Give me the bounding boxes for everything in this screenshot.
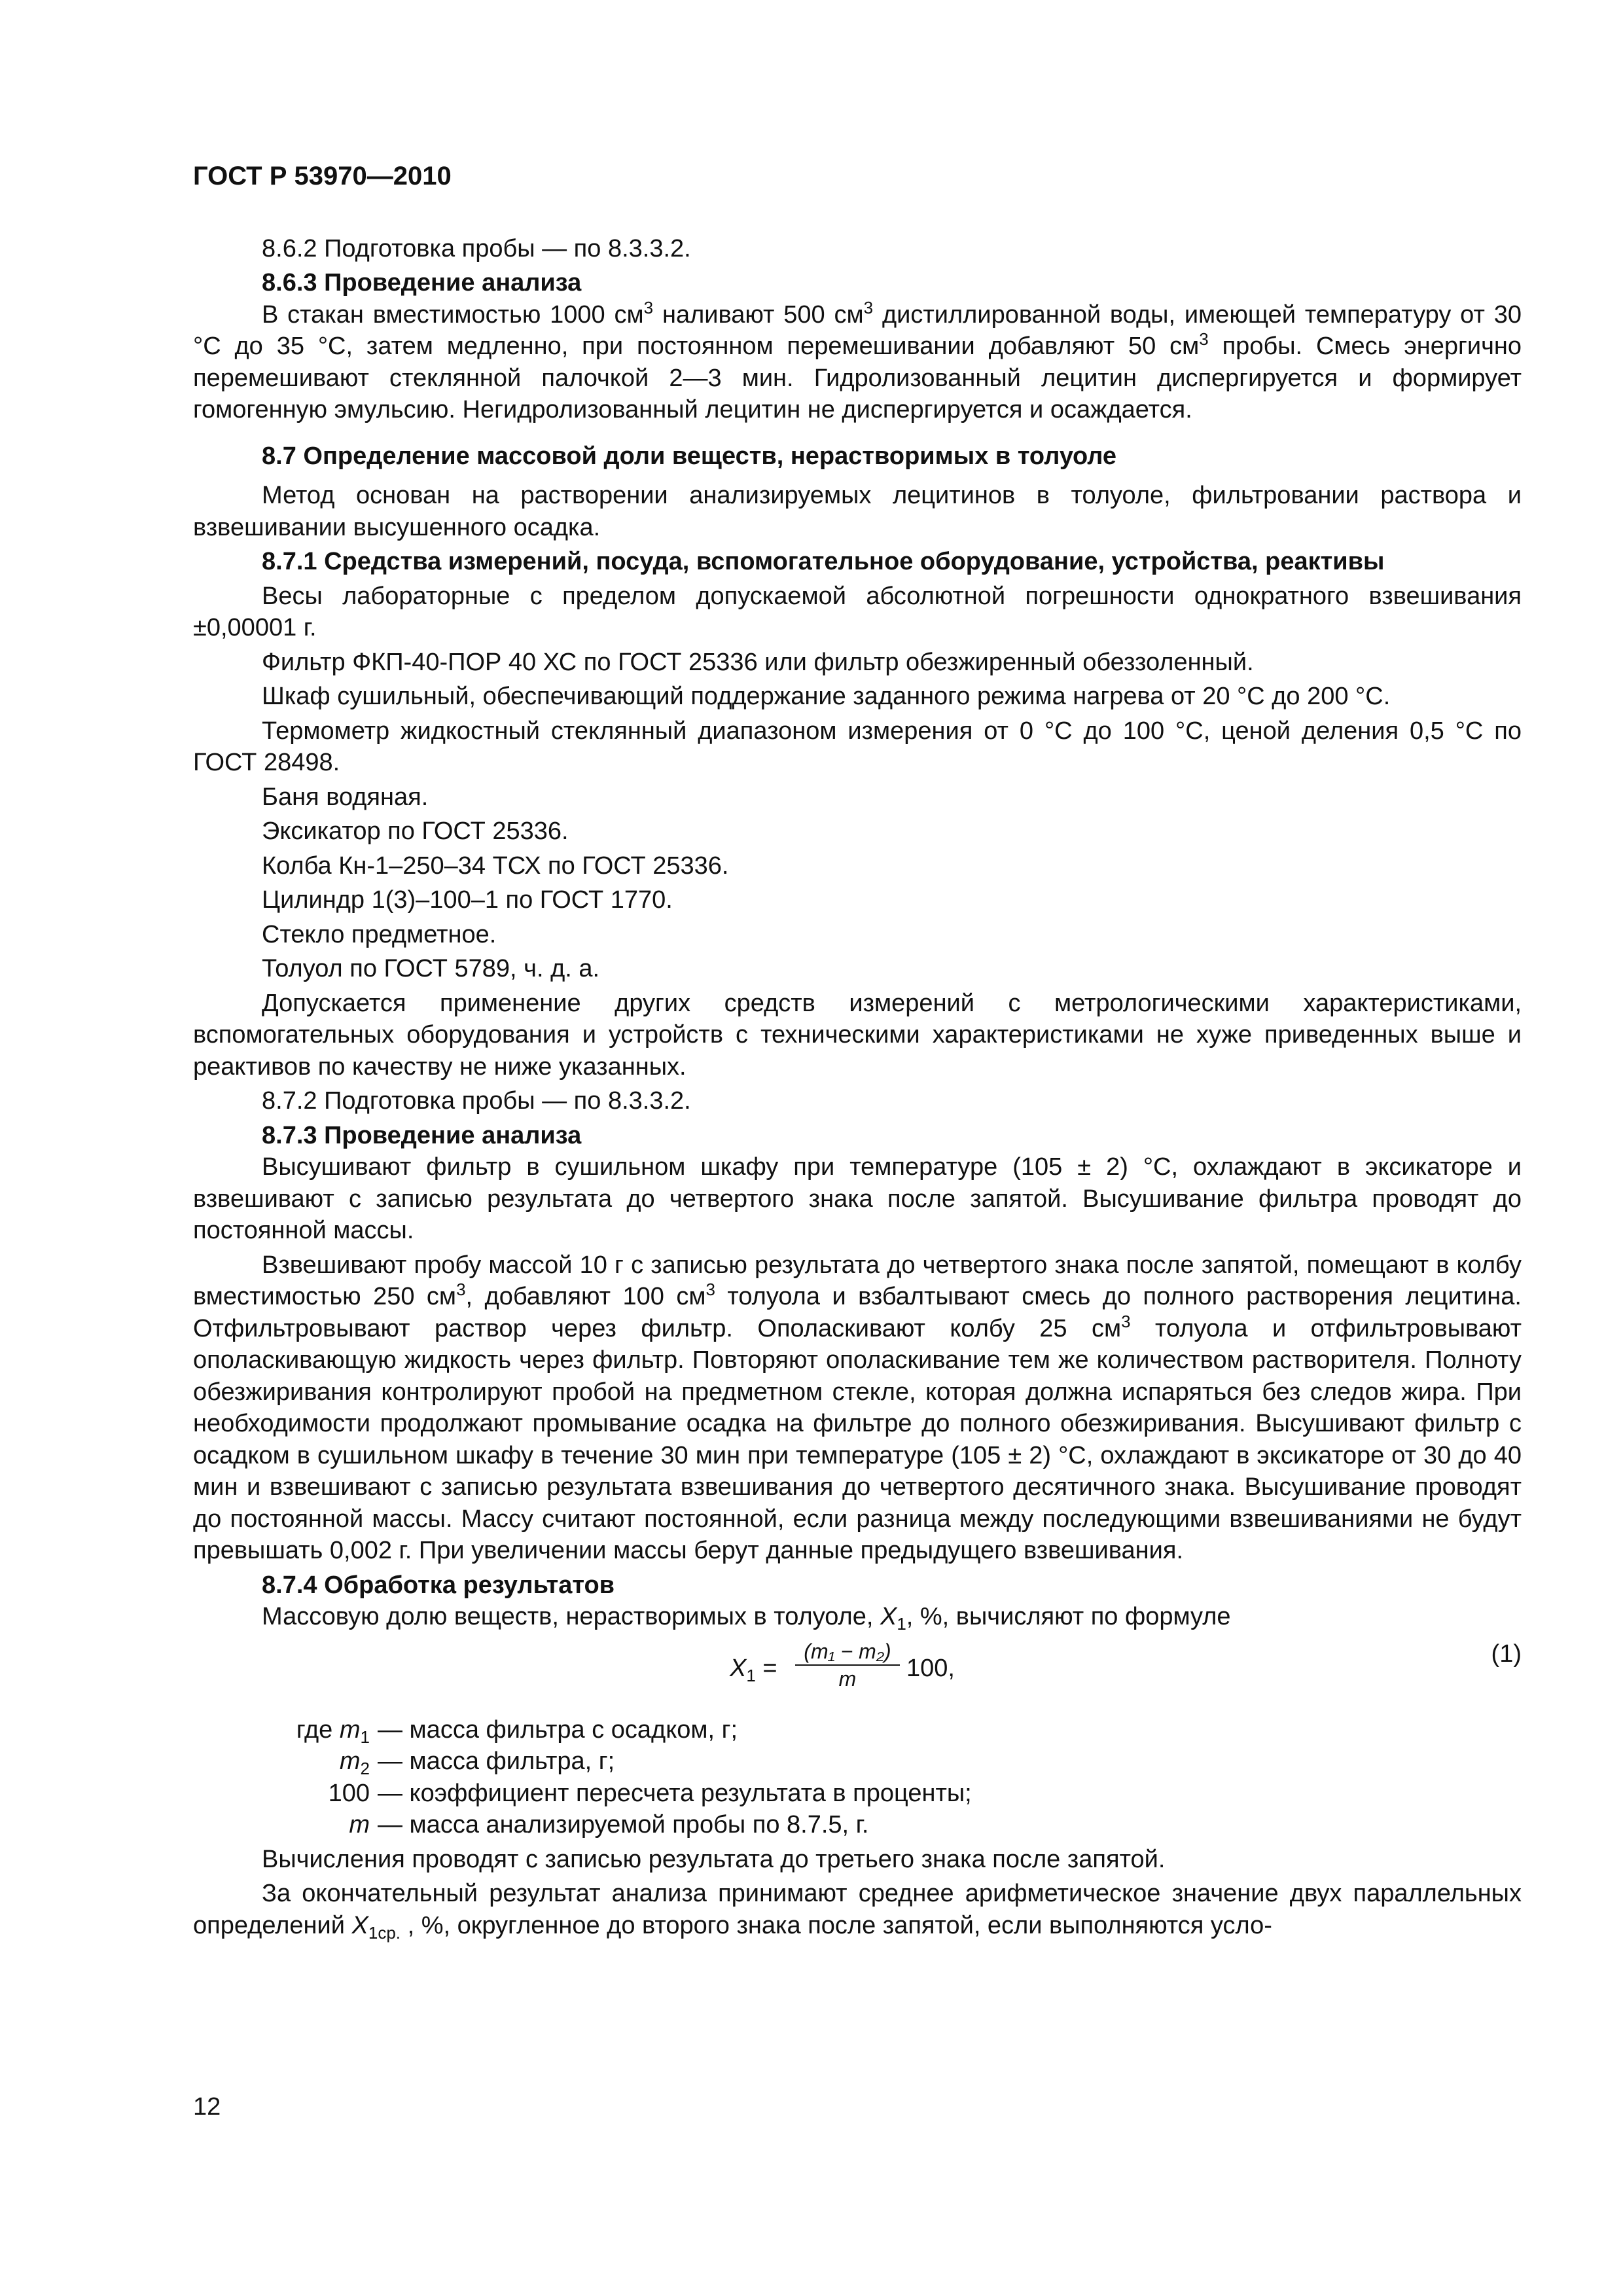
paragraph-8-7: Метод основан на растворении анализируемых лецитинов в толуоле, фильтровании раствора и взвешивании высушенного осадка. (193, 482, 1522, 541)
list-item-flask: Колба Кн-1–250–34 ТСХ по ГОСТ 25336. (262, 852, 729, 880)
heading-8-7: 8.7 Определение массовой доли веществ, нерастворимых в толуоле (262, 442, 1117, 470)
list-item-desiccator: Эксикатор по ГОСТ 25336. (262, 817, 569, 845)
formula-1 (193, 1638, 1522, 1710)
formula-multiplier: 100, (906, 1654, 955, 1682)
list-item-glass: Стекло предметное. (262, 920, 497, 948)
heading-8-7-3: 8.7.3 Проведение анализа (262, 1121, 582, 1149)
list-item-filter: Фильтр ФКП-40-ПОР 40 ХС по ГОСТ 25336 или фильтр обезжиренный обеззоленный. (262, 648, 1254, 676)
list-item-allowance: Допускается применение других средств измерений с метрологическими характеристиками, вспомогательных оборудования и устройств с техническими характеристиками не хуже приведенных выше и реактивов по качеству не ниже указанных. (193, 989, 1522, 1081)
paragraph-8-7-3-a: Высушивают фильтр в сушильном шкафу при температуре (105 ± 2) °С, охлаждают в эксикаторе и взвешивают с записью результата до четвертого знака после запятой. Высушивание фильтра проводят до постоянной массы. (193, 1153, 1522, 1244)
list-item-toluene: Толуол по ГОСТ 5789, ч. д. а. (262, 955, 600, 982)
paragraph-8-7-4: Массовую долю веществ, нерастворимых в толуоле, $X_1$, %, вычисляют по формуле (262, 1603, 1231, 1634)
heading-8-7-4: 8.7.4 Обработка результатов (262, 1571, 615, 1599)
heading-8-6-3: 8.6.3 Проведение анализа (262, 269, 582, 296)
formula-numerator: (m₁ − m₂) (795, 1638, 900, 1666)
where-item: где $m_1$ — масса фильтра с осадком, г; (296, 1715, 738, 1747)
formula-fraction (795, 1638, 900, 1692)
formula-denominator: m (838, 1666, 857, 1691)
formula-lhs: $X_1$ = (730, 1654, 777, 1685)
list-item-scales: Весы лабораторные с пределом допускаемой абсолютной погрешности однократного взвешивания ±0,00001 г. (193, 582, 1522, 641)
formula-number: (1) (1491, 1640, 1522, 1668)
page-number: 12 (193, 2093, 221, 2121)
paragraph-8-6-3: В стакан вместимостью 1000 $см^3$ наливают 500 $см^3$ дистиллированной воды, имеющей температуру от 30 °С до 35 °С, затем медленно, при постоянном перемешивании добавляют 50 $см^3$ пробы. Смесь энергично перемешивают стеклянной палочкой 2—3 мин. Гидролизованный лецитин диспергируется и формирует гомогенную эмульсию. Негидролизованный лецитин не диспергируется и осаждается. (193, 297, 1522, 423)
document-header: ГОСТ Р 53970—2010 (193, 162, 452, 190)
where-list (193, 1714, 1522, 1841)
list-item-bath: Баня водяная. (262, 783, 429, 811)
paragraph-8-7-2: 8.7.2 Подготовка пробы — по 8.3.3.2. (262, 1087, 691, 1115)
paragraph-calculation: Вычисления проводят с записью результата до третьего знака после запятой. (262, 1845, 1166, 1873)
heading-8-7-1: 8.7.1 Средства измерений, посуда, вспомогательное оборудование, устройства, реактивы (262, 548, 1385, 575)
where-item: 100 — коэффициент пересчета результата в проценты; (328, 1779, 972, 1807)
list-item-oven: Шкаф сушильный, обеспечивающий поддержание заданного режима нагрева от 20 °С до 200 °С. (262, 683, 1391, 710)
where-item: m — масса анализируемой пробы по 8.7.5, г. (349, 1811, 869, 1839)
paragraph-8-7-3-b: Взвешивают пробу массой 10 г с записью результата до четвертого знака после запятой, помещают в колбу вместимостью 250 $см^3$, добавляют 100 $см^3$ толуола и взбалтывают смесь до полного растворения лецитина. Отфильтровывают раствор через фильтр. Ополаскивают колбу 25 $см^3$ толуола и отфильтровывают ополаскивающую жидкость через фильтр. Повторяют ополаскивание тем же количеством растворителя. Полноту обезжиривания контролируют пробой на предметном стекле, которая должна испаряться без следов жира. При необходимости продолжают промывание осадка на фильтре до полного обезжиривания. Высушивают фильтр с осадком в сушильном шкафу в течение 30 мин при температуре (105 ± 2) °С, охлаждают в эксикаторе от 30 до 40 мин и взвешивают с записью результата взвешивания до четвертого десятичного знака. Высушивание проводят до постоянной массы. Массу считают постоянной, если разница между последующими взвешиваниями не будут превышать 0,002 г. При увеличении массы берут данные предыдущего взвешивания. (193, 1251, 1522, 1564)
document-body (193, 233, 1522, 1942)
paragraph-8-6-2: 8.6.2 Подготовка пробы — по 8.3.3.2. (262, 234, 691, 262)
list-item-cylinder: Цилиндр 1(3)–100–1 по ГОСТ 1770. (262, 886, 673, 914)
where-item: $m_2$ — масса фильтра, г; (339, 1748, 615, 1778)
list-item-thermometer: Термометр жидкостный стеклянный диапазоном измерения от 0 °С до 100 °С, ценой деления 0,5 °С по ГОСТ 28498. (193, 717, 1522, 776)
paragraph-final-result: За окончательный результат анализа принимают среднее арифметическое значение двух параллельных определений $X_{1ср.}$ , %, округленное до второго знака после запятой, если выполняются усло- (193, 1880, 1522, 1943)
